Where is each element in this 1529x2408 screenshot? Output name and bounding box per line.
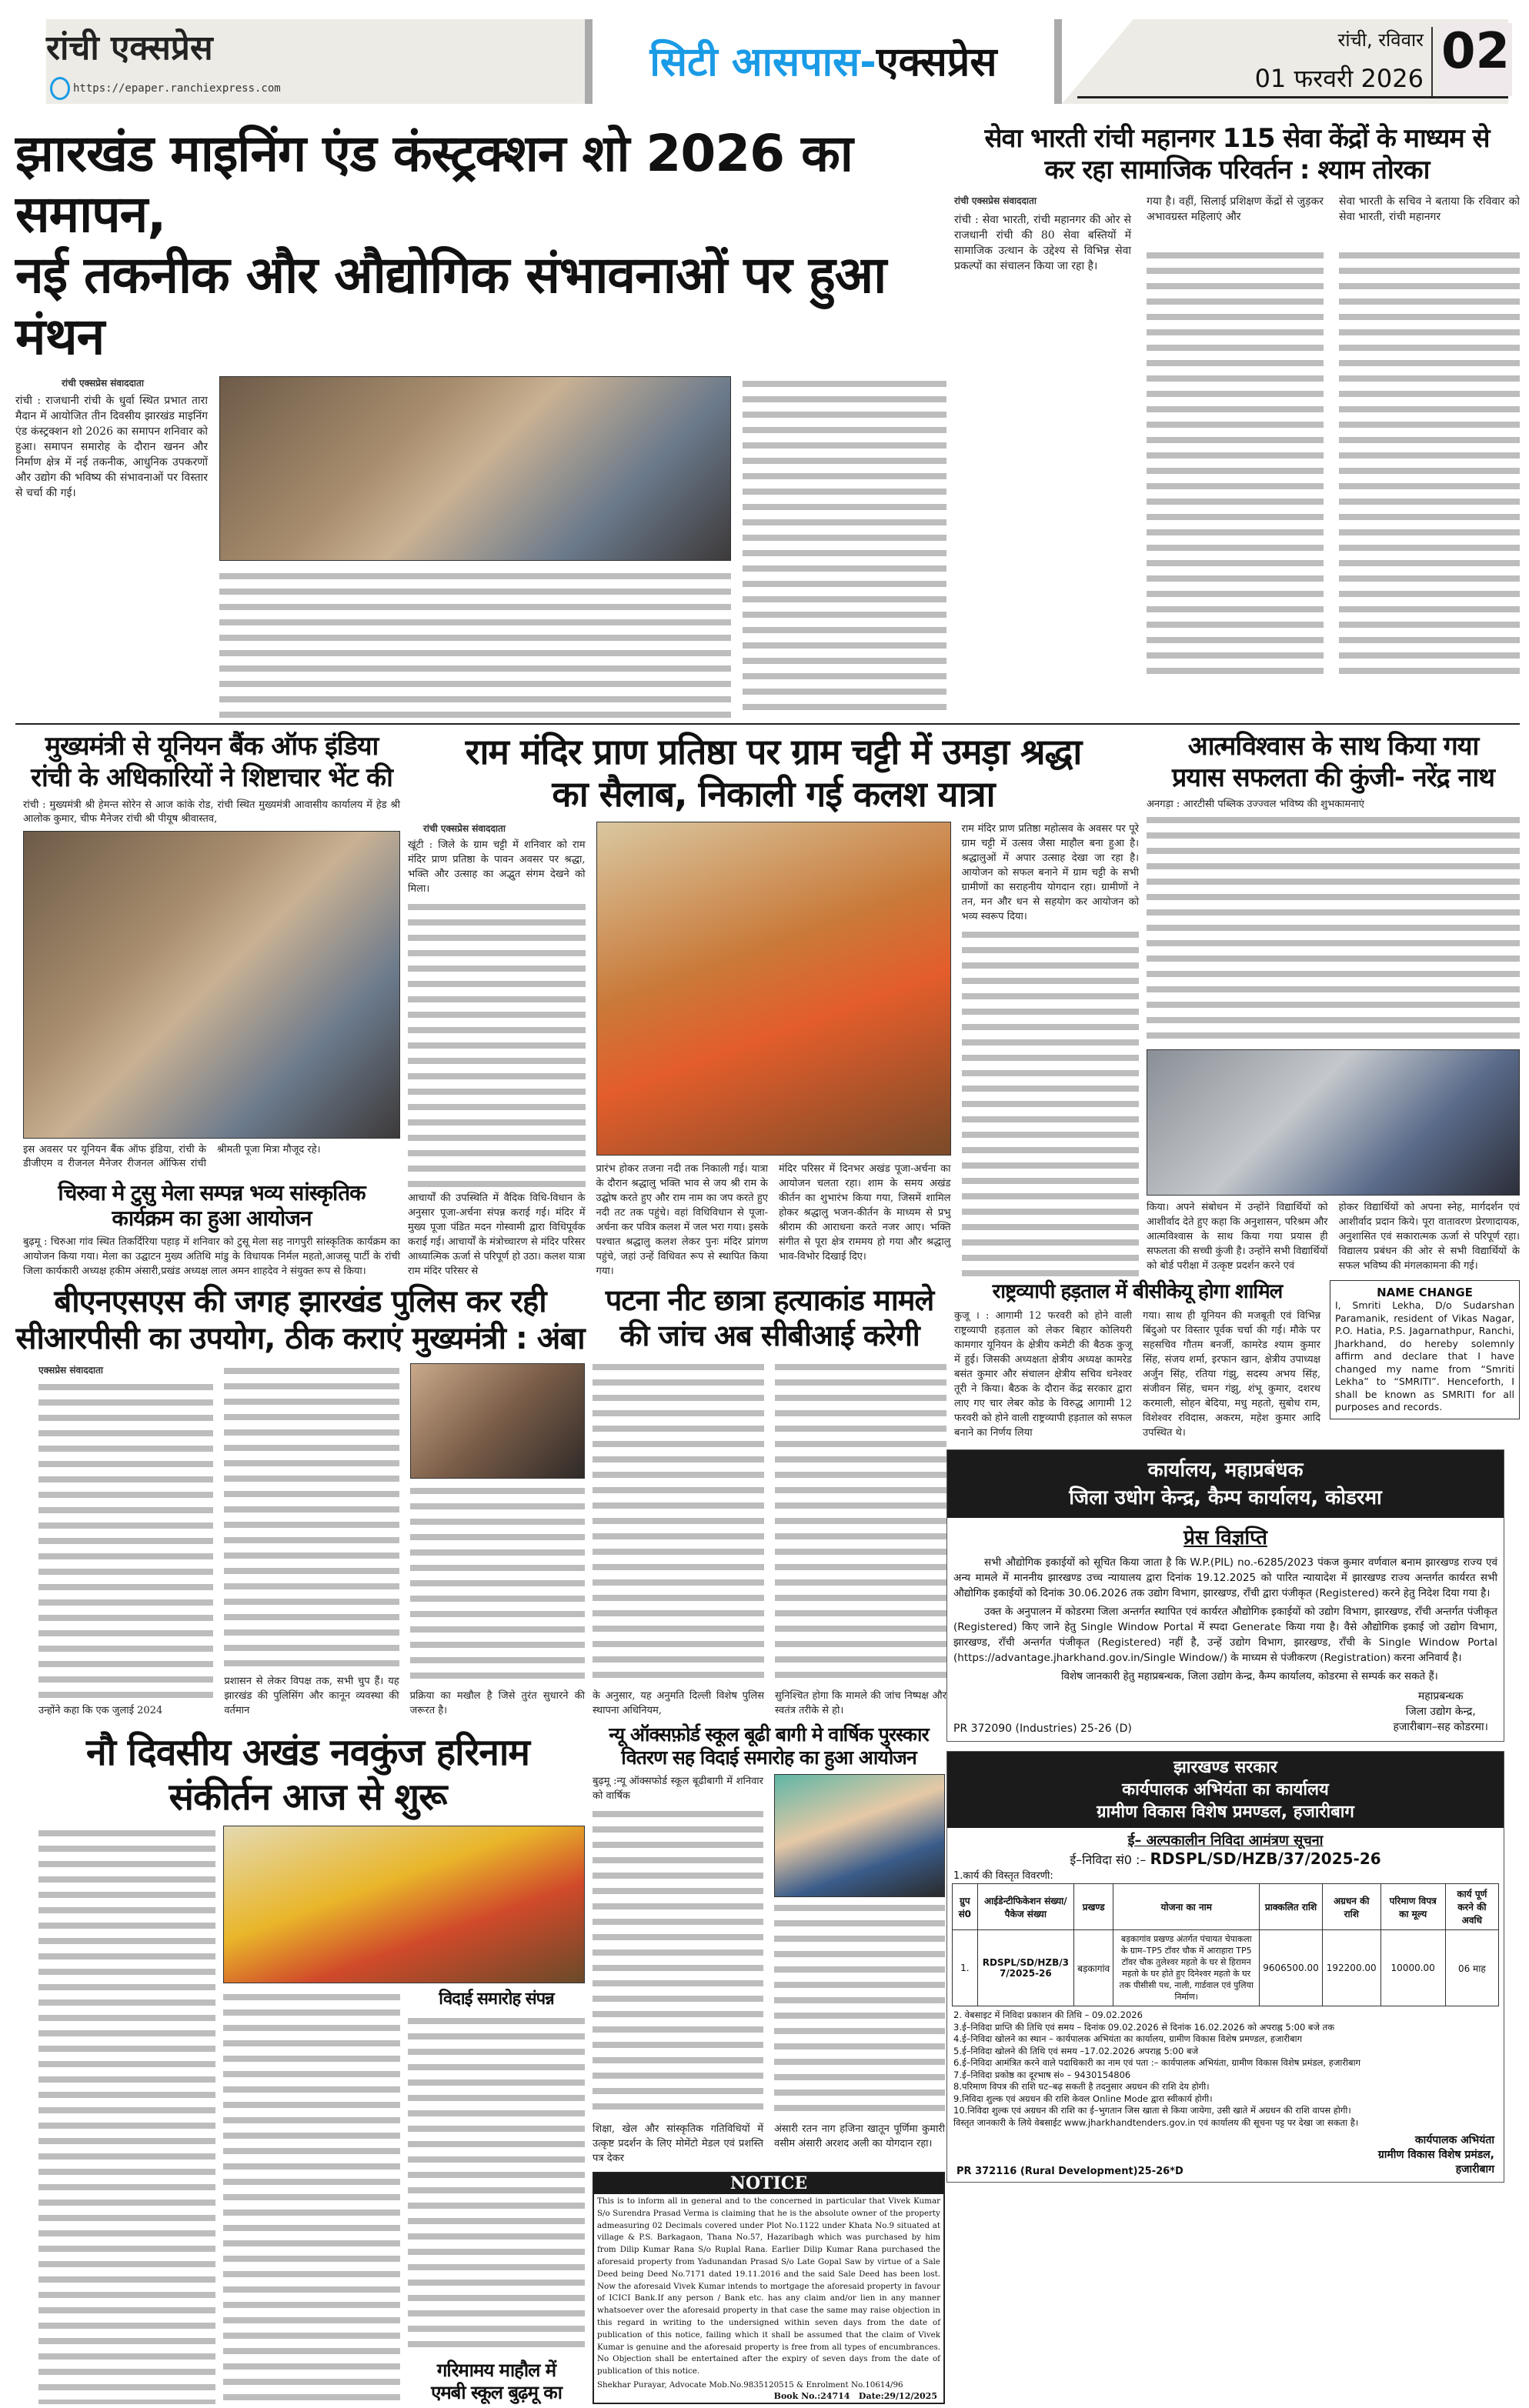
tender-cell: 9606500.00	[1260, 1930, 1323, 2006]
tender-cell: बड़कागांव	[1074, 1930, 1113, 2006]
tender-cell: 06 माह	[1445, 1930, 1498, 2006]
tender-point: 6.ई–निविदा आमंत्रित करने वाले पदाधिकारी का नाम एवं पता :– कार्यपालक अभियंता, ग्रामीण विकास विशेष प्रमंडल, हजारीबाग	[953, 2057, 1361, 2069]
tender-point: 8.परिमाण विपत्र की राशि घट–बढ़ सकती है तदनुसार अग्रधन की राशि देय होगी।	[953, 2081, 1210, 2093]
seva-headline: सेवा भारती रांची महानगर 115 सेवा केंद्रों के माध्यम से कर रहा सामाजिक परिवर्तन : श्याम तोरका	[984, 123, 1490, 185]
tender-point: 9.निविदा शुल्क एवं अग्रधन की राशि केवल Online Mode द्वारा स्वीकार्य होगी।	[953, 2093, 1213, 2104]
globe-icon	[50, 77, 70, 100]
bns-story: बीएनएसएस की जगह झारखंड पुलिस कर रही सीआरपीसी का उपयोग, ठीक कराएं मुख्यमंत्री : अंबा एक्सप्रेस संवाददाता उन्होंने कहा कि एक जुलाई 2024 प्रशासन से लेकर विपक्ष तक, सभी चुप हैं। यह झारखंड की पुलिसिंग और कानून व्यवस्था की वर्तमान प्रक्रिया का मखौल है जिसे तुरंत सुधारने की जरूरत है।	[15, 1284, 585, 1716]
tender-column-header: योजना का नाम	[1113, 1884, 1260, 1930]
navkunj-story	[31, 1731, 585, 2404]
atmavishwas-headline: आत्मविश्वास के साथ किया गया प्रयास सफलता की कुंजी- नरेंद्र नाथ	[1172, 731, 1494, 793]
kalash-yatra-photo	[596, 822, 951, 1156]
union-bank-column: मुख्यमंत्री से यूनियन बैंक ऑफ इंडिया रांची के अधिकारियों ने शिष्टाचार भेंट की रांची : मुख्यमंत्री श्री हेमन्त सोरेन से आज कांके रोड, रांची स्थित मुख्यमंत्री आवासीय कार्यालय में हेड श्री आलोक कुमार, चीफ मैनेजर रांची श्री पीयूष श्रीवास्तव, इस अवसर पर यूनियन बैंक ऑफ इंडिया, रांची के डीजीएम व रीजनल मैनेजर रीजनल ऑफिस रांची श्रीमती पूजा मित्रा मौजूद रहे। चिरुवा मे टुसु मेला सम्पन्न भव्य सांस्कृतिक कार्यक्रम का हुआ आयोजन बुढ़मू : चिरुआ गांव स्थित तिकर्दिरिया पहाड़ में शनिवार को टुसू मेला सह नागपुरी सांस्कृतिक कार्यक्रम का आयोजन किया गया। मेला का उद्घाटन मुख्य अतिथि मांडु के विधायक निर्मल महतो,आजसू पार्टी के रांची जिला कार्यकारी अध्यक्ष हकीम अंसारी,प्रखंड अध्यक्ष लाल अमन शाहदेव ने संयुक्त रूप से किया।	[23, 731, 400, 1277]
ram-mandir-article: रांची एक्सप्रेस संवाददाता खूंटी : जिले के ग्राम चट्टी में शनिवार को राम मंदिर प्राण प्रतिष्ठा के पावन अवसर पर श्रद्धा, भक्ति और उत्साह का अद्भुत संगम देखने को मिला। आचार्यों की उपस्थिति में वैदिक विधि-विधान के अनुसार पूजा-अर्चना संपन्न कराई गई। मंदिर में मुख्य पूजा पंडित मदन गोस्वामी द्वारा विधिपूर्वक कराई गई। आचार्यों के मंत्रोच्चारण से मंदिर परिसर आध्यात्मिक ऊर्जा से परिपूर्ण हो उठा। कलश यात्रा राम मंदिर परिसर से प्रारंभ होकर तजना नदी तक निकाली गई। यात्रा के दौरान श्रद्धालु भक्ति भाव से जय श्री राम के उद्घोष करते हुए और राम नाम का जप करते हुए नदी तट तक पहुंचे। वहां विधिविधान से पूजा-अर्चना कर पवित्र कलश में जल भरा गया। इसके पश्चात श्रद्धालु कलश लेकर पुनः मंदिर प्रांगण पहुंचे, जहां उन्हें विधिवत रूप से स्थापित किया गया। मंदिर परिसर में दिनभर अखंड पूजा-अर्चना का आयोजन चलता रहा। शाम के समय अखंड कीर्तन का शुभारंभ किया गया, जिसमें शामिल होकर श्रद्धालु भजन-कीर्तन के माध्यम से प्रभु श्रीराम की आराधना करते नजर आए। भक्ति संगीत से पूरा क्षेत्र राममय हो गया और श्रद्धालु भाव-विभोर दिखाई दिए। राम मंदिर प्राण प्रतिष्ठा महोत्सव के अवसर पर पूरे ग्राम चट्टी में उत्सव जैसा माहौल बना हुआ है। श्रद्धालुओं में अपार उत्साह देखा जा रहा है। आयोजन को सफल बनाने में ग्राम चट्टी के सभी ग्रामीणों का सराहनीय योगदान रहा। ग्रामीणों ने तन, मन और धन से सहयोग कर आयोजन को भव्य स्वरूप दिया।	[408, 823, 1139, 1277]
tender-table	[952, 1883, 1499, 2006]
sankirtan-photo	[223, 1826, 585, 1983]
tender-column-header: अग्रधन की राशि	[1322, 1884, 1380, 1930]
mining-story	[15, 123, 946, 719]
ram-mandir-headline: राम मंदिर प्राण प्रतिष्ठा पर ग्राम चट्टी में उमड़ा श्रद्धा का सैलाब, निकाली गई कलश यात्रा	[465, 731, 1082, 815]
neet-headline: पटना नीट छात्रा हत्याकांड मामले की जांच अब सीबीआई करेगी	[605, 1283, 934, 1352]
ram-mandir-story	[408, 731, 1139, 1279]
tender-point: 10.निविदा शुल्क एवं अग्रधन की राशि का ई–भुगतान जिस खाता से किया जायेगा, उसी खाते में अग्रधन की राशि वापस होगी।	[953, 2105, 1351, 2116]
tender-column-header: ग्रुप सं0	[953, 1884, 978, 1930]
epaper-url[interactable]: https://epaper.ranchiexpress.com	[73, 82, 281, 95]
press-release-ad: कार्यालय, महाप्रबंधक जिला उधोग केन्द्र, कैम्प कार्यालय, कोडरमा प्रेस विज्ञप्ति सभी औद्योगिक इकाईयों को सूचित किया जाता है कि W.P.(PIL) no.-6285/2023 पंकज कुमार वर्णवाल बनाम झारखण्ड राज्य एवं अन्य मामले में माननीय झारखण्ड उच्च न्यायालय द्वारा दिनांक 19.12.2025 को पारित न्यायादेश में झारखण्ड राज्य अन्तर्गत कार्यरत सभी औद्योगिक इकाईयों को दिनांक 30.06.2026 तक उद्योग विभाग, झारखण्ड, राँची द्वारा पंजीकृत (Registered) करने हेतु निदेश दिया गया है। उक्त के अनुपालन में कोडरमा जिला अन्तर्गत स्थापित एवं कार्यरत औद्योगिक इकाईयों को उद्योग विभाग, झारखण्ड, राँची अन्तर्गत पंजीकृत (Registered) किए जाने हेतु Single Window Portal में स्पदा Generate किया गया है। वैसे औद्योगिक इकाई जो उद्योग विभाग, झारखण्ड, राँची अन्तर्गत पंजीकृत (Registered) नहीं है, उन्हें उद्योग विभाग, झारखण्ड, राँची के Single Window Portal (https://advantage.jharkhand.gov.in/Single Window/) के माध्यम से पंजीकरण (Registration) करना अनिवार्य है। विशेष जानकारी हेतु महाप्रबन्धक, जिला उद्योग केन्द्र, कैम्प कार्यालय, कोडरमा से सम्पर्क कर सकते हैं। PR 372090 (Industries) 25-26 (D) महाप्रबन्धक जिला उद्योग केन्द्र, हजारीबाग–सह कोडरमा।	[946, 1449, 1504, 1742]
seva-article: रांची एक्सप्रेस संवाददाता रांची : सेवा भारती, रांची महानगर की ओर से राजधानी रांची की 80 सेवा बस्तियों में सामाजिक उत्थान के उद्देश्य से विभिन्न सेवा प्रकल्पों का संचालन किया जा रहा है। गया है। वहीं, सिलाई प्रशिक्षण केंद्रों से जुड़कर अभावग्रस्त महिलाएं और सेवा भारती के सचिव ने बताया कि रविवार को सेवा भारती, रांची महानगर	[954, 194, 1520, 719]
page-number: 02	[1439, 23, 1512, 96]
neet-story: पटना नीट छात्रा हत्याकांड मामले की जांच अब सीबीआई करेगी के अनुसार, यह अनुमति दिल्ली विशेष पुलिस स्थापना अधिनियम, सुनिश्चित होगा कि मामले की जांच निष्पक्ष और स्वतंत्र तरीके से हो।	[593, 1283, 946, 1716]
tender-point: विस्तृत जानकारी के लिये वेबसाईट www.jharkhandtenders.gov.in एवं कार्यालय की सूचना पट्ट पर देखा जा सकता है।	[953, 2116, 1359, 2128]
tender-column-header: प्रखण्ड	[1074, 1884, 1113, 1930]
tender-point: 7.ई–निविदा प्रकोष्ठ का दूरभाष सं० – 9430154806	[953, 2069, 1131, 2080]
oxford-award-photo	[774, 1774, 945, 1897]
union-bank-photo	[23, 831, 400, 1139]
mining-event-photo	[219, 376, 731, 561]
vidai-headline: विदाई समारोह संपन्न	[439, 1989, 554, 2009]
legal-notice: NOTICE This is to inform all in general and to the concerned in particular that Vivek Kumar S/o Surendra Prasad Verma is claiming that he is the absolute owner of the property admeasuring 02 Decimals covered under Plot No.1122 under Khata No.9 situated at village & P.S. Barkagaon, Thana No.57, Hazaribagh which was purchased by him from Dilip Kumar Rana S/o Ruplal Rana. Earlier Dilip Kumar Rana purchased the aforesaid property from Yadunandan Prasad S/o Late Gopal Saw by virtue of a Sale Deed being Deed No.7171 dated 19.11.2016 and the said Sale Deed has been lost. Now the aforesaid Vivek Kumar intends to mortgage the aforesaid property in favour of ICICI Bank.If any person / Bank etc. has any claim and/or lien in any manner whatsoever over the aforesaid property in that case the same may raise objection in this regard in writing to the undersigned within seven days from the date of publication of this notice, failing which it shall be assumed that the claim of Vivek Kumar is genuine and the aforesaid property is free from all types of encumbrances. No Objection shall be entertained after the expiry of seven days from the date of publication of this notice. Shekhar Purayar, Advocate Mob.No.9835120515 & Enrolment No.10614/96 Book No.:24714 Date:29/12/2025	[593, 2172, 945, 2404]
issue-date: 01 फरवरी 2026	[1254, 64, 1424, 93]
tender-point: 5.ई–निविदा खोलने की तिथि एवं समय –17.02.2026 अपराह्न 5:00 बजे	[953, 2045, 1199, 2056]
bns-headline: बीएनएसएस की जगह झारखंड पुलिस कर रही सीआरपीसी का उपयोग, ठीक कराएं मुख्यमंत्री : अंबा	[15, 1284, 585, 1356]
section-title: सिटी आसपास-एक्सप्रेस	[585, 19, 1062, 104]
atmavishwas-story: आत्मविश्वास के साथ किया गया प्रयास सफलता की कुंजी- नरेंद्र नाथ अनगड़ा : आरटीसी पब्लिक उज्ज्वल भविष्य की शुभकामनाएं किया। अपने संबोधन में उन्होंने विद्यार्थियों को आशीर्वाद देते हुए कहा कि अनुशासन, परिश्रम और आत्मविश्वास के साथ किया गया प्रयास ही सफलता की सच्ची कुंजी है। उन्होंने सभी विद्यार्थियों को बोर्ड परीक्षा में उत्कृष्ट प्रदर्शन करने एवं होकर विद्यार्थियों को अपना स्नेह, मार्गदर्शन एवं आशीर्वाद प्रदान किये। पूरा वातावरण प्रेरणादायक, अनुशासित एवं सकारात्मक ऊर्जा से परिपूर्ण रहा। विद्यालय प्रबंधन की ओर से सभी विद्यार्थियों के सफल भविष्य की मंगलकामना की गई।	[1147, 731, 1520, 1272]
amba-prasad-photo	[410, 1363, 585, 1479]
tender-cell: 192200.00	[1322, 1930, 1380, 2006]
table-row	[953, 1930, 1499, 2006]
place-day: रांची, रविवार	[1337, 29, 1424, 51]
hartal-story: राष्ट्रव्यापी हड़ताल में बीसीकेयू होगा शामिल कुजू । : आगामी 12 फरवरी को होने वाली राष्ट्रव्यापी हड़ताल को लेकर बिहार कोलियरी कामगार यूनियन के क्षेत्रीय कमेटी की बैठक कुजू में हुई। जिसकी अध्यक्षता क्षेत्रीय अध्यक्ष कामरेड बसंत कुमार और संचालन क्षेत्रीय सचिव धनेश्वर तूरी ने किया। बैठक के दौरान केंद्र सरकार द्वारा लाए गए चार लेबर कोड के विरुद्ध आगामी 12 फरवरी को होने वाली राष्ट्रव्यापी हड़ताल को सफल बनाने का निर्णय लिया गया। साथ ही यूनियन की मजबूती एवं विभिन्न बिंदुओ पर विस्तार पूर्वक चर्चा की गई। मौके पर सहसचिव गौतम बनर्जी, कामरेड श्याम कुमार सिंह, संजय शर्मा, इरफान खान, क्षेत्रीय उपाध्यक्ष अर्जुन सिंह, रतिया गंझु, सदस्य अभय सिंह, संजीवन सिंह, चमन गंझु, शंभू कुमार, दशरथ करमाली, सोहन बेदिया, मधु महतो, सुबोध राम, विशेश्वर रविदास, अकरम, महेश कुमार आदि उपस्थित थे।	[954, 1280, 1320, 1439]
tender-cell: बड़कागांव प्रखण्ड अंतर्गत पंचायत चेपाकला के ग्राम–TP5 टॉवर चौक में आराहारा TP5 टॉवर चौक तुलेश्वर महतो के घर से हिरामन महतो के घर होते हुए दिनेश्वर महतो के घर तक पीसीसी पथ, नाली, गार्डवाल एवं पुलिया निर्माण।	[1113, 1930, 1260, 2006]
seva-story	[954, 123, 1520, 719]
tender-column-header: परिमाण विपत्र का मूल्य	[1380, 1884, 1445, 1930]
name-change-ad: NAME CHANGE I, Smriti Lekha, D/o Sudarshan Paramanik, resident of Vikas Nagar, P.O. Hatia, P.S. Jagarnathpur, Ranchi, Jharkhand, do hereby solemnly affirm and declare that I have changed my name from “Smriti Lekha” to “SMRITI”. Henceforth, I shall be known as SMRITI for all purposes and records.	[1330, 1280, 1520, 1419]
right-lower-stack	[946, 1280, 1520, 2183]
masthead	[15, 19, 1516, 108]
union-bank-headline: मुख्यमंत्री से यूनियन बैंक ऑफ इंडिया रांची के अधिकारियों ने शिष्टाचार भेंट की	[31, 731, 392, 793]
navkunj-headline: नौ दिवसीय अखंड नवकुंज हरिनाम संकीर्तन आज से शुरू	[86, 1731, 529, 1819]
mining-headline: झारखंड माइनिंग एंड कंस्ट्रक्शन शो 2026 का समापन, नई तकनीक और औद्योगिक संभावनाओं पर हुआ मंथन	[15, 124, 886, 366]
mb-school-headline: गरिमामय माहौल में एमबी स्कूल बुढ़मू का	[431, 2360, 562, 2404]
tender-point: 2. वेबसाइट में निविदा प्रकाशन की तिथि – 09.02.2026	[953, 2009, 1143, 2021]
tender-cell: 1.	[953, 1930, 978, 2006]
school-students-photo	[1147, 1049, 1520, 1196]
tender-notice: झारखण्ड सरकार कार्यपालक अभियंता का कार्यालय ग्रामीण विकास विशेष प्रमण्डल, हजारीबाग ई– अल्पकालीन निविदा आमंत्रण सूचना ई–निविदा सं0 :– RDSPL/SD/HZB/37/2025-26 1.कार्य की विस्तृत विवरणी: ग्रुप सं0 आईडेन्टीफिकेशन संख्या/पैकेज संख्या प्रखण्ड योजना का नाम प्राक्कलित राशि अग्रधन की राशि परिमाण विपत्र का मूल्य कार्य पूर्ण करने की अवधि 1. RDSPL/SD/HZB/37/2025-26 बड़कागांव बड़कागांव प्रखण्ड अंतर्गत पंचायत चेपाकला के ग्राम–TP5 टॉवर चौक में आराहारा TP5 टॉवर चौक तुलेश्वर महतो के घर से हिरामन महतो के घर होते हुए दिनेश्वर महतो के घर तक पीसीसी पथ, नाली, गार्डवाल एवं पुलिया निर्माण। 9606500.00 192200.00 10000.00 06 माह 2. वेबसाइट में निविदा प्रकाशन की तिथि – 09.02.2026 3.ई–निविदा प्राप्ति की तिथि एवं समय – दिनांक 09.02.2026 से दिनांक 16.02.2026 को अपराह्न 5:00 बजे तक 4.ई–निविदा खोलने का स्थान – कार्यपालक अभियंता का कार्यालय, ग्रामीण विकास विशेष प्रमण्डल, हजारीबाग 5.ई–निविदा खोलने की तिथि एवं समय –17.02.2026 अपराह्न 5:00 बजे 6.ई–निविदा आमंत्रित करने वाले पदाधिकारी का नाम एवं पता :– कार्यपालक अभियंता, ग्रामीण विकास विशेष प्रमंडल, हजारीबाग 7.ई–निविदा प्रकोष्ठ का दूरभाष सं० – 9430154806 8.परिमाण विपत्र की राशि घट–बढ़ सकती है तदनुसार अग्रधन की राशि देय होगी। 9.निविदा शुल्क एवं अग्रधन की राशि केवल Online Mode द्वारा स्वीकार्य होगी। 10.निविदा शुल्क एवं अग्रधन की राशि का ई–भुगतान जिस खाता से किया जायेगा, उसी खाते में अग्रधन की राशि वापस होगी। विस्तृत जानकारी के लिये वेबसाईट www.jharkhandtenders.gov.in एवं कार्यालय की सूचना पट्ट पर देखा जा सकता है। PR 372116 (Rural Development)25-26*D कार्यपालक अभियंता ग्रामीण विकास विशेष प्रमंडल, हजारीबाग	[946, 1751, 1504, 2183]
mining-article: रांची एक्सप्रेस संवाददाता रांची : राजधानी रांची के धुर्वा स्थित प्रभात तारा मैदान में आयोजित तीन दिवसीय झारखंड माइनिंग एंड कंस्ट्रक्शन शो 2026 का समापन शनिवार को हुआ। समापन समारोह के दौरान खनन और निर्माण क्षेत्र में नई तकनीक, आधुनिक उपकरणों और उद्योग की भविष्य की संभावनाओं पर विस्तार से चर्चा की गई।	[15, 376, 946, 719]
tender-column-header: कार्य पूर्ण करने की अवधि	[1445, 1884, 1498, 1930]
tender-cell: 10000.00	[1380, 1930, 1445, 2006]
chiruwa-headline: चिरुवा मे टुसु मेला सम्पन्न भव्य सांस्कृतिक कार्यक्रम का हुआ आयोजन	[58, 1179, 366, 1232]
tender-column-header: प्राक्कलित राशि	[1260, 1884, 1323, 1930]
logo: रांची एक्सप्रेस	[46, 28, 213, 68]
tender-column-header: आईडेन्टीफिकेशन संख्या/पैकेज संख्या	[977, 1884, 1074, 1930]
tender-point: 4.ई–निविदा खोलने का स्थान – कार्यपालक अभियंता का कार्यालय, ग्रामीण विकास विशेष प्रमण्डल, हजारीबाग	[953, 2033, 1303, 2045]
oxford-column: न्यू ऑक्सफ़ोर्ड स्कूल बूढी बागी मे वार्षिक पुरस्कार वितरण सह विदाई समारोह का हुआ आयोजन बुढ़मू :न्यू ऑक्सफोर्ड स्कूल बूढीबागी में शनिवार को वार्षिक शिक्षा, खेल और सांस्कृतिक गतिविधियों में उत्कृष्ट प्रदर्शन के लिए मोमेंटो मेडल एवं प्रशस्ति पत्र देकर अंसारी रतन नाग हजिना खातून पूर्णिमा कुमारी वसीम अंसारी अरशद अली का योगदान रहा। NOTICE This is to inform all in general and to the concerned in particular that Vivek Kumar S/o Surendra Prasad Verma is claiming that he is the absolute owner of the property admeasuring 02 Decimals covered under Plot No.1122 under Khata No.9 situated at village & P.S. Barkagaon, Thana No.57, Hazaribagh which was purchased by him from Dilip Kumar Rana S/o Ruplal Rana. Earlier Dilip Kumar Rana purchased the aforesaid property from Yadunandan Prasad S/o Late Gopal Saw by virtue of a Sale Deed being Deed No.7171 dated 19.11.2016 and the said Sale Deed has been lost. Now the aforesaid Vivek Kumar intends to mortgage the aforesaid property in favour of ICICI Bank.If any person / Bank etc. has any claim and/or lien in any manner whatsoever over the aforesaid property in that case the same may raise objection in this regard in writing to the undersigned within seven days from the date of publication of this notice, failing which it shall be assumed that the claim of Vivek Kumar is genuine and the aforesaid property is free from all types of encumbrances. No Objection shall be entertained after the expiry of seven days from the date of publication of this notice. Shekhar Purayar, Advocate Mob.No.9835120515 & Enrolment No.10614/96 Book No.:24714 Date:29/12/2025	[593, 1723, 945, 2404]
tender-point: 3.ई–निविदा प्राप्ति की तिथि एवं समय – दिनांक 09.02.2026 से दिनांक 16.02.2026 को अपराह्न 5:00 बजे तक	[953, 2021, 1335, 2033]
hartal-headline: राष्ट्रव्यापी हड़ताल में बीसीकेयू होगा शामिल	[992, 1280, 1283, 1303]
tender-cell: RDSPL/SD/HZB/37/2025-26	[977, 1930, 1074, 2006]
oxford-headline: न्यू ऑक्सफ़ोर्ड स्कूल बूढी बागी मे वार्षिक पुरस्कार वितरण सह विदाई समारोह का हुआ आयोजन	[609, 1723, 929, 1769]
